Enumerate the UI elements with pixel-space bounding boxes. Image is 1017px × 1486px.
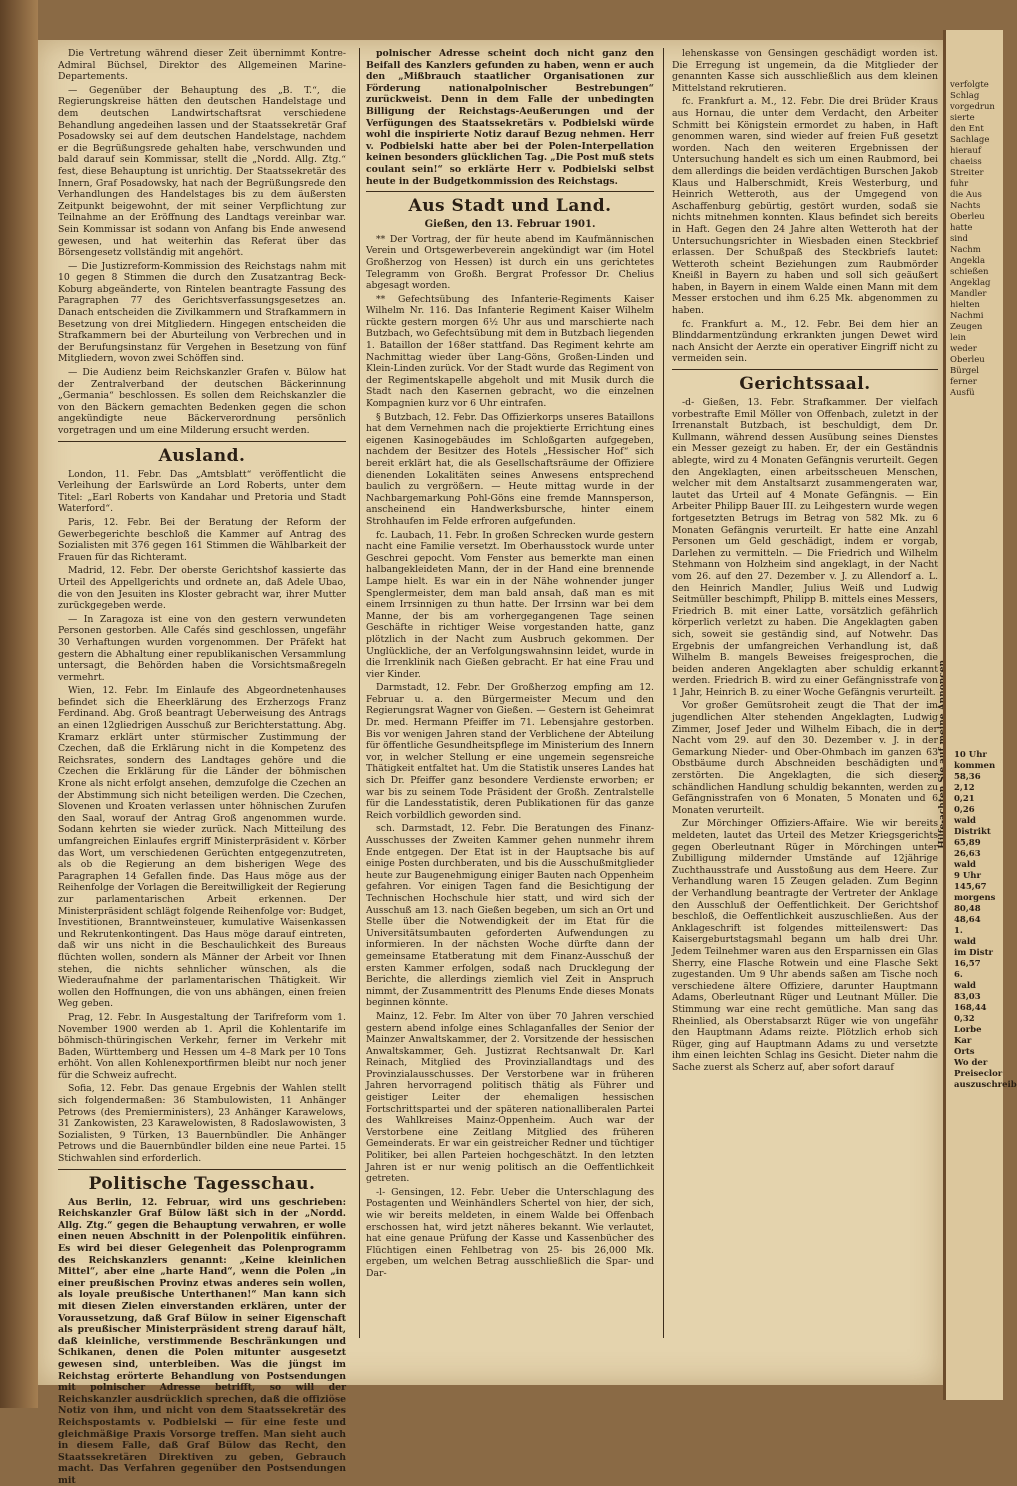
adjacent-page-line: Nachmi bbox=[950, 311, 984, 321]
adjacent-page-line: 9 Uhr bbox=[954, 871, 981, 881]
section-title-ausland: Ausland. bbox=[158, 445, 246, 466]
adjacent-page-line: 83,03 bbox=[954, 992, 981, 1002]
column-rule-2 bbox=[663, 48, 664, 1338]
article-paragraph: Prag, 12. Febr. In Ausgestaltung der Tarifreform vom 1. November 1900 werden ab 1. April die Kohlentarife im böhmisch-thüringischen Verkehr, ferner im Verkehr mit Baden, Württemberg und Hessen um 4–8 Mark per 10 Tons erhöht. Von allen Kohlenexportfirmen bleibt nur noch jener für die Schweiz aufrecht. bbox=[58, 1011, 346, 1081]
adjacent-page-line: Nachts bbox=[950, 201, 981, 211]
adjacent-page-line: Oberleu bbox=[950, 355, 985, 365]
adjacent-page-line: vorgedrun bbox=[950, 102, 995, 112]
adjacent-page-line: Kar bbox=[954, 1036, 972, 1046]
column-3-top-articles bbox=[672, 48, 938, 365]
article-paragraph: Vor großer Gemütsroheit zeugt die That der im jugendlichen Alter stehenden Angeklagten, Ludwig Zimmer, Josef Jeder und Wilhelm Eibach, die in der Nacht vom 29. auf den 30. Dezember v. J. in der Gemarkung Nieder- und Ober-Ohmbach im ganzen 63 Obstbäume durch Abschneiden beschädigten und zerstörten. Die Angeklagten, die sich dieser schändlichen Handlung schuldig bekannten, werden zu Gefängnisstrafen von 6 Monaten, 5 Monaten und 6 Monaten verurteilt. bbox=[672, 700, 938, 816]
article-paragraph: Die Vertretung während dieser Zeit übernimmt Kontre-Admiral Büchsel, Direktor des Allgemeinen Marine-Departements. bbox=[58, 48, 346, 83]
article-paragraph: Madrid, 12. Febr. Der oberste Gerichtshof kassierte das Urteil des Appellgerichts und ordnete an, daß Adele Ubao, die von den Jesuiten ins Kloster gebracht war, ihrer Mutter zurückgegeben werde. bbox=[58, 565, 346, 612]
section-title-aus-stadt-und-land: Aus Stadt und Land. bbox=[408, 196, 612, 217]
article-paragraph: Paris, 12. Febr. Bei der Beratung der Reform der Gewerbegerichte beschloß die Kammer auf Antrag des Sozialisten mit 376 gegen 161 Stimmen die Wählbarkeit der Frauen für das Richteramt. bbox=[58, 516, 346, 563]
adjacent-page-line: fuhr bbox=[950, 179, 969, 189]
adjacent-page-line: 0,26 bbox=[954, 805, 975, 815]
adjacent-page-line: wald bbox=[954, 937, 976, 947]
adjacent-page-line: sind bbox=[950, 234, 968, 244]
adjacent-page-line: wald bbox=[954, 816, 976, 826]
adjacent-page-line: sierte bbox=[950, 113, 975, 123]
article-paragraph: sch. Darmstadt, 12. Febr. Die Beratungen des Finanz-Ausschusses der Zweiten Kammer gehen nunmehr ihrem Ende entgegen. Der Etat ist in der Hauptsache bis auf einige Posten durchberaten, und bis die Ausschußmitglieder heute zur Baugenehmigung einiger Bauten nach Oppenheim gefahren. Vor einigen Tagen fand die Besichtigung der Technischen Hochschule hier statt, und wird sich der Ausschuß am 13. nach Gießen begeben, um sich an Ort und Stelle über die Notwendigkeit der im Etat für die Universitätsumbauten geforderten Aufwendungen zu informieren. In der nächsten Woche dürfte dann der gemeinsame Etatberatung mit dem Finanz-Ausschuß der ersten Kammer erfolgen, sodaß nach Drucklegung der Berichte, die allerdings ziemlich viel Zeit in Anspruch nimmt, der Zusammentritt des Plenums Ende dieses Monats beginnen könnte. bbox=[366, 823, 654, 1009]
article-paragraph: — Die Audienz beim Reichskanzler Grafen v. Bülow hat der Zentralverband der deutschen Bäckerinnung „Germania“ beschlossen. Es sollen dem Reichskanzler die von den Bäckern gemachten Bedenken gegen die schon angekündigte neue Bäckerverordnung persönlich vorgetragen und um eine Milderung ersucht werden. bbox=[58, 367, 346, 436]
adjacent-page-line: Orts bbox=[954, 1047, 975, 1057]
adjacent-page-line: 80,48 bbox=[954, 904, 981, 914]
article-paragraph: -l- Gensingen, 12. Febr. Ueber die Unterschlagung des Postagenten und Weinhändlers Schertel von hier, der sich, wie wir bereits meldeten, in einem Walde bei Offenbach erschossen hat, wird jetzt näheres bekannt. Wie verlautet, hat eine genaue Prüfung der Kasse und Kassenbücher des Flüchtigen einen Fehlbetrag von 25- bis 26,000 Mk. ergeben, um welchen Betrag ausschließlich die Spar- und Dar- bbox=[366, 1186, 654, 1279]
article-paragraph: — Gegenüber der Behauptung des „B. T.“, die Regierungskreise hätten den deutschen Handelstage und dem deutschen Landwirtschaftsrat verschiedene Behandlung angedeihen lassen und der Staatssekretär Graf Posadowsky sei auf dem deutschen Handelstage, nachdem er die Begrüßungsrede gehalten habe, verschwunden und bald darauf sein Kommissar, stellt die „Nordd. Allg. Ztg.“ fest, diese Behauptung ist unrichtig. Der Staatssekretär des Innern, Graf Posadowsky, hat nach der Begrüßungsrede den Verhandlungen des Handelstages bis zu dem äußersten Zeitpunkt beigewohnt, der mit seiner Verpflichtung zur Teilnahme an der Eröffnung des Landtags vereinbar war. Sein Kommissar ist sodann von Anfang bis Ende anwesend gewesen, und hat weiterhin das Referat über das Börsengesetz vollständig mit angehört. bbox=[58, 84, 346, 259]
adjacent-page-line: hatte bbox=[950, 223, 973, 233]
politische-tagesschau-articles bbox=[58, 1197, 346, 1486]
adjacent-page-line: die Aus bbox=[950, 190, 982, 200]
adjacent-page-line: lein bbox=[950, 333, 966, 343]
adjacent-page-line: wald bbox=[954, 981, 976, 991]
article-polnische-adresse: polnischer Adresse scheint doch nicht ganz den Beifall des Kanzlers gefunden zu haben, wenn er auch den „Mißbrauch staatlicher Organisationen zur Förderung nationalpolnischer Bestrebungen“ zurückweist. Denn in dem Falle der unbedingten Billigung der Reichstags-Aeußerungen und der Verfügungen des Staatssekretärs v. Podbielski würde wohl die inspirierte Notiz darauf Bezug nehmen. Herr v. Podbielski hatte aber bei der Polen-Interpellation keinen besonders glücklichen Tag. „Die Post muß stets coulant sein!“ so erklärte Herr v. Podbielski selbst heute in der Budgetkommission des Reichstags. bbox=[366, 48, 654, 187]
article-paragraph: — In Zaragoza ist eine von den gestern verwundeten Personen gestorben. Alle Cafés sind geschlossen, ungefähr 30 Verhaftungen wurden vorgenommen. Der Präfekt hat gestern die Abhaltung einer republikanischen Versammlung untersagt, die Behörden haben die Vorsichtsmaßregeln vermehrt. bbox=[58, 613, 346, 683]
article-paragraph: fc. Laubach, 11. Febr. In großen Schrecken wurde gestern nacht eine Familie versetzt. Im Oberhausstock wurde unter Geschrei gepocht. Vom Fenster aus bemerkte man einen halbangekleideten Mann, der in der Hand eine brennende Lampe hielt. Es war ein in der Nähe wohnender junger Spenglermeister, dem man bald ansah, daß man es mit einem Irrsinnigen zu thun hatte. Der Irrsinn war bei dem Manne, der bis am vorhergegangenen Tage seinen Geschäfte in richtiger Weise vorgestanden hatte, ganz plötzlich in der Nacht zum Ausbruch gekommen. Der Unglückliche, der an Verfolgungswahnsinn leidet, wurde in die Irrenklinik nach Gießen gebracht. Er hat eine Frau und vier Kinder. bbox=[366, 529, 654, 680]
article-paragraph: Zur Mörchinger Offiziers-Affaire. Wie wir bereits meldeten, lautet das Urteil des Metzer Kriegsgerichts gegen Oberleutnant Rüger in Mörchingen unter Zubilligung mildernder Umstände auf 12jährige Zuchthausstrafe und Ausstoßung aus dem Heere. Zur Verhandlung waren 15 Zeugen geladen. Zum Beginn der Verhandlung beantragte der Vertreter der Anklage den Ausschluß der Oeffentlichkeit. Der Gerichtshof beschloß, die Oeffentlichkeit auszuschließen. Aus der Anklageschrift ist folgendes mitteilenswert: Das Kaisergeburtstagsmahl begann um halb drei Uhr. Jedem Teilnehmer waren aus den Ersparnissen ein Glas Sherry, eine Flasche Rotwein und eine Flasche Sekt zugestanden. Um 9 Uhr abends saßen am Tische noch verschiedene ältere Offiziere, darunter Hauptmann Adams, Oberleutnant Rüger und Leutnant Müller. Die Stimmung war eine recht gemütliche. Man sang das Rheinlied, als Oberstabsarzt Rüger wie von ungefähr den Hauptmann Adams reizte. Plötzlich erhob sich Rüger, ging auf Hauptmann Adams zu und versetzte ihm einen leichten Schlag ins Gesicht. Dieter nahm die Sache zuerst als Scherz auf, aber sofort darauf bbox=[672, 818, 938, 1073]
adjacent-page-line: hierauf bbox=[950, 146, 981, 156]
adjacent-page-line: Streiter bbox=[950, 168, 984, 178]
adjacent-page-line: Schlag bbox=[950, 91, 980, 101]
book-gutter bbox=[0, 0, 38, 1408]
adjacent-page-line: hielten bbox=[950, 300, 980, 310]
adjacent-page-line: 16,57 bbox=[954, 959, 981, 969]
adjacent-page-line: morgens bbox=[954, 893, 996, 903]
dateline: Gießen, den 13. Februar 1901. bbox=[424, 219, 596, 231]
article-paragraph: London, 11. Febr. Das „Amtsblatt“ veröffentlicht die Verleihung der Earlswürde an Lord Roberts, unter dem Titel: „Earl Roberts von Kandahar und Pretoria und Stadt Waterford“. bbox=[58, 468, 346, 515]
ausland-articles bbox=[58, 469, 346, 1165]
adjacent-page-line: verfolgte bbox=[950, 80, 989, 90]
divider bbox=[58, 1169, 346, 1170]
adjacent-page-line: Nachm bbox=[950, 245, 981, 255]
article-paragraph: Mainz, 12. Febr. Im Alter von über 70 Jahren verschied gestern abend infolge eines Schlaganfalles der Senior der Mainzer Anwaltskammer, der 2. Vorsitzende der hessischen Anwaltskammer, Geh. Justizrat Rechtsanwalt Dr. Karl Reinach, Mitglied des Provinziallandtags und des Provinzialausschusses. Der Verstorbene war in früheren Jahren hervorragend politisch thätig als Führer und geistiger Leiter der ehemaligen hessischen Fortschrittspartei und der späteren nationalliberalen Partei des Wahlkreises Mainz-Oppenheim. Auch war der Verstorbene eine Zeitlang Mitglied des früheren Gemeinderats. Er war ein geistreicher Redner und tüchtiger Politiker, bei allen Parteien hochgeschätzt. In den letzten Jahren ist er nur wenig politisch an die Oeffentlichkeit getreten. bbox=[366, 1010, 654, 1185]
adjacent-page-line: 26,63 bbox=[954, 849, 981, 859]
article-paragraph: lehenskasse von Gensingen geschädigt worden ist. Die Erregung ist ungemein, da die Mitglieder der genannten Kasse sich ausschließlich aus dem kleinen Mittelstand rekrutieren. bbox=[672, 48, 938, 94]
adjacent-page-line: Sachlage bbox=[950, 135, 990, 145]
divider bbox=[58, 441, 346, 442]
article-paragraph: Aus Berlin, 12. Februar, wird uns geschrieben: Reichskanzler Graf Bülow läßt sich in der „Nordd. Allg. Ztg.“ gegen die Behauptung verwahren, er wolle einen neuen Abschnitt in der Polenpolitik einführen. Es wird bei dieser Gelegenheit das Polenprogramm des Reichskanzlers genannt: „Keine kleinlichen Mittel“, aber eine „harte Hand“, wenn die Polen „in einer preußischen Provinz etwas anderes sein wollen, als loyale preußische Unterthanen!“ Man kann sich mit diesen Zielen einverstanden erklären, unter der Voraussetzung, daß Graf Bülow in seiner Eigenschaft als preußischer Ministerpräsident streng darauf hält, daß kleinliche, verstimmende Beschränkungen und Schikanen, denen die Polen mitunter ausgesetzt gewesen sind, unterbleiben. Was die jüngst im Reichstag erörterte Behandlung von Postsendungen mit polnischer Adresse betrifft, so will der Reichskanzler ausdrücklich sprechen, daß die offiziöse Notiz von ihm, und nicht von dem Staatssekretär des Reichspostamts v. Podbielski — für eine feste und gleichmäßige Praxis Vorsorge treffen. Man sieht auch in diesem Falle, daß Graf Bülow das Recht, den Staatssekretären Direktiven zu geben, Gebrauch macht. Das Verfahren gegenüber den Postsendungen mit bbox=[58, 1196, 346, 1486]
column-rule-1 bbox=[359, 48, 360, 1338]
article-paragraph: -d- Gießen, 13. Febr. Strafkammer. Der vielfach vorbestrafte Emil Möller von Offenbach, zuletzt in der Irrenanstalt Butzbach, ist beschuldigt, dem Dr. Kullmann, während dessen Ausübung seines Dienstes ein Messer gezeigt zu haben. Er, der ein Geständnis ablegte, wird zu 4 Monaten Gefängnis verurteilt. Gegen den Angeklagten, einen arbeitsscheuen Menschen, welcher mit dem Anstaltsarzt zusammengeraten war, lautet das Urteil auf 4 Monate Gefängnis. — Ein Arbeiter Philipp Bauer III. zu Leihgestern wurde wegen fortgesetzten Betrugs im Betrag von 582 Mk. zu 6 Monaten Gefängnis verurteilt. Er hatte eine Anzahl Personen um Geld geschädigt, indem er vorgab, Darlehen zu vermitteln. — Die Friedrich und Wilhelm Stehmann von Holzheim sind angeklagt, in der Nacht vom 26. auf den 27. Dezember v. J. zu Allendorf a. L. den Heinrich Mandler, Julius Weiß und Ludwig Seitmüller beschimpft, Philipp B. mittels eines Messers, Friedrich B. mit einer Latte, vorsätzlich gefährlich körperlich verletzt zu haben. Die Angeklagten gaben sich, soweit sie geständig sind, auf Notwehr. Das Ergebnis der umfangreichen Verhandlung ist, daß Wilhelm B. mangels Beweises freigesprochen, die beiden anderen Angeklagten aber schuldig erkannt werden. Friedrich B. wird zu einer Gefängnisstrafe von 1 Jahr, Heinrich B. zu einer Woche Gefängnis verurteilt. bbox=[672, 397, 938, 698]
adjacent-page-line: Mandler bbox=[950, 289, 987, 299]
column-3 bbox=[672, 48, 938, 1338]
article-paragraph: Darmstadt, 12. Febr. Der Großherzog empfing am 12. Februar u. a. den Bürgermeister Mecum und den Regierungsrat Wagner von Gießen. — Gestern ist Geheimrat Dr. med. Hermann Pfeiffer im 71. Lebensjahre gestorben. Bis vor wenigen Jahren stand der Verblichene der Abteilung für öffentliche Gesundheitspflege im Ministerium des Innern vor, in welcher Stellung er eine ungemein segensreiche Thätigkeit entfaltet hat. Um die Statistik unseres Landes hat sich Dr. Pfeiffer ganz besondere Verdienste erworben; er war bis zu seinem Tode Präsident der Großh. Zentralstelle für die Landesstatistik, deren Publikationen für das ganze Reich vorbildlich geworden sind. bbox=[366, 682, 654, 821]
article-paragraph: Sofia, 12. Febr. Das genaue Ergebnis der Wahlen stellt sich folgendermaßen: 36 Stambulowisten, 11 Anhänger Petrows (des Premierministers), 23 Anhänger Karawelows, 31 Zankowisten, 23 Karawelowisten, 8 Radoslawowisten, 3 Sozialisten, 9 Türken, 13 Bauernbündler. Die Anhänger Petrows und die Bauernbündler bilden eine neue Partei. 15 Stichwahlen sind erforderlich. bbox=[58, 1083, 346, 1165]
adjacent-page-line: chaeiss bbox=[950, 157, 982, 167]
adjacent-page-line: Bürgel bbox=[950, 366, 979, 376]
column-1 bbox=[58, 48, 346, 1486]
adjacent-page-line: 2,12 bbox=[954, 783, 975, 793]
adjacent-page-line: Preiseclor bbox=[954, 1069, 1003, 1079]
divider bbox=[672, 369, 938, 370]
adjacent-page-line: Lorbe bbox=[954, 1025, 982, 1035]
column-1-top-articles bbox=[58, 48, 346, 437]
adjacent-page-line: im Distr bbox=[954, 948, 993, 958]
section-title-gerichtssaal: Gerichtssaal. bbox=[739, 374, 871, 395]
adjacent-page-line: 145,67 bbox=[954, 882, 987, 892]
adjacent-page-market-listing bbox=[954, 750, 1017, 1091]
adjacent-page-line: Distrikt bbox=[954, 827, 991, 837]
adjacent-page-line: 58,36 bbox=[954, 772, 981, 782]
adjacent-page-line: Zeugen bbox=[950, 322, 983, 332]
adjacent-page-line: 1. bbox=[954, 926, 963, 936]
column-2 bbox=[366, 48, 654, 1338]
article-paragraph: fc. Frankfurt a. M., 12. Febr. Die drei Brüder Kraus aus Hornau, die unter dem Verdacht, den Arbeiter Schmitt bei Königstein ermordet zu haben, in Haft genommen waren, sind wieder auf freien Fuß gesetzt worden. Nach den weiteren Ergebnissen der Untersuchung handelt es sich um einen Raubmord, bei dem allerdings die beiden verdächtigen Burschen Jakob Klaus und Halberschmidt, Kreis Westerburg, und Heinrich Wetteroth, aus der Umgegend von Aschaffenburg gebürtig, gestört wurden, sodaß sie nichts mitnehmen konnten. Klaus befindet sich bereits in Haft. Gegen den 24 Jahre alten Wetteroth hat der Untersuchungsrichter in Wiesbaden einen Steckbrief erlassen. Der Schußpaß des Steckbriefs lautet: Wetteroth scheint Beziehungen zum Raubmörder Kneißl in Bayern zu haben und soll sich geäußert haben, in Bayern in einem Walde einen Mann mit dem Messer erstochen und ihm 6.25 Mk. abgenommen zu haben. bbox=[672, 96, 938, 317]
adjacent-page-line: 0,32 bbox=[954, 1014, 975, 1024]
adjacent-page-line: 6. bbox=[954, 970, 963, 980]
adjacent-page-line: weder bbox=[950, 344, 977, 354]
article-paragraph: § Butzbach, 12. Febr. Das Offizierkorps unseres Bataillons hat dem Vernehmen nach die projektierte Errichtung eines eigenen Kasinogebäudes im Schloßgarten aufgegeben, nachdem der Besitzer des Hotels „Hessischer Hof“ sich bereit erklärt hat, die als Gesellschaftsräume der Offiziere dienenden Lokalitäten seines Anwesens entsprechend baulich zu vergrößern. — Heute mittag wurde in der Nachbargemarkung Pohl-Göns eine fremde Mannsperson, anscheinend ein Handwerksbursche, hinter einem Strohhaufen im Felde erfroren aufgefunden. bbox=[366, 411, 654, 527]
adjacent-page-line: 10 Uhr bbox=[954, 750, 987, 760]
adjacent-page-line: schießen bbox=[950, 267, 989, 277]
adjacent-page-line: auszuschreib bbox=[954, 1080, 1017, 1090]
divider bbox=[366, 191, 654, 192]
adjacent-page-line: Angekla bbox=[950, 256, 986, 266]
adjacent-page-line: 168,44 bbox=[954, 1003, 987, 1013]
article-paragraph: ** Der Vortrag, der für heute abend im Kaufmännischen Verein und Ortsgewerbeverein angekündigt war (im Hotel Großherzog von Hessen) ist durch ein uns gerichtetes Telegramm von Großh. Bergrat Professor Dr. Chelius abgesagt worden. bbox=[366, 233, 654, 292]
article-paragraph: fc. Frankfurt a. M., 12. Febr. Bei dem hier an Blinddarmentzündung erkrankten jungen Dewet wird nach Ansicht der Aerzte ein operativer Eingriff nicht zu vermeiden sein. bbox=[672, 318, 938, 365]
adjacent-page-line: wald bbox=[954, 860, 976, 870]
stadt-und-land-articles bbox=[366, 234, 654, 1280]
adjacent-page-line: Wo der bbox=[954, 1058, 988, 1068]
section-title-politische-tagesschau: Politische Tagesschau. bbox=[88, 1173, 316, 1194]
adjacent-page-line: 0,21 bbox=[954, 794, 975, 804]
adjacent-page-line: den Ent bbox=[950, 124, 984, 134]
article-paragraph: Wien, 12. Febr. Im Einlaufe des Abgeordnetenhauses befindet sich die Eheerklärung des Erzherzogs Franz Ferdinand. Abg. Groß beantragt Ueberweisung des Antrags an einen 12gliedrigen Ausschuß zur Berichterstattung. Abg. Kramarz erklärt unter stürmischer Zustimmung der Czechen, daß die Erklärung nicht in die Kompetenz des Reichsrates, sondern des Landtages gehöre und die Czechen die Erklärung für die Länder der böhmischen Krone als nicht erfolgt ansehen, demzufolge die Czechen an der Abstimmung sich nicht beteiligen werden. Die Czechen, Slovenen und Kroaten verlassen unter höhnischen Zurufen den Saal, worauf der Antrag Groß angenommen wurde. Sodann kehrten sie wieder zurück. Nach Mitteilung des umfangreichen Einlaufes ergriff Ministerpräsident v. Körber das Wort, um verschiedenen Gerüchten entgegenzutreten, als ob die Regierung an dem bisherigen Wege des Paragraphen 14 Gefallen finde. Das Haus möge aus der Reihenfolge der Vorlagen die Bereitwilligkeit der Regierung zur parlamentarischen Arbeit erkennen. Der Ministerpräsident schlägt folgende Reihenfolge vor: Budget, Investitionen, Branntweinsteuer, kumulative Waisenkassen und Rekrutenkontingent. Das Haus möge darauf eintreten, daß wir uns nicht in die Beschaulichkeit des Bureaus flüchten wollen, sondern als Männer der Arbeit vor Ihnen stehen, die nichts sehnlicher wünschen, als die Wiederaufnahme der parlamentarischen Thätigkeit. Wir wollen den Hoffnungen, die von uns abhängen, einen freien Weg geben. bbox=[58, 685, 346, 1010]
adjacent-page-text bbox=[950, 80, 995, 399]
adjacent-page-line: 48,64 bbox=[954, 915, 981, 925]
adjacent-page-edge bbox=[943, 30, 1017, 1400]
adjacent-page-line: kommen bbox=[954, 761, 996, 771]
adjacent-page-line: 65,89 bbox=[954, 838, 981, 848]
article-paragraph: — Die Justizreform-Kommission des Reichstags nahm mit 10 gegen 8 Stimmen die durch den Zusatzantrag Beck-Koburg abgeänderte, von Rintelen beantragte Fassung des Paragraphen 77 des Gerichtsverfassungsgesetzes an. Danach entscheiden die Zivilkammern und Strafkammern in Besetzung von drei Mitgliedern. Hingegen entscheiden die Strafkammern bei der Aburteilung von Verbrechen und in der Berufungsinstanz für Vergehen in Besetzung von fünf Mitgliedern, wovon zwei Schöffen sind. bbox=[58, 260, 346, 365]
adjacent-page-line: ferner bbox=[950, 377, 977, 387]
article-paragraph: ** Gefechtsübung des Infanterie-Regiments Kaiser Wilhelm Nr. 116. Das Infanterie Regiment Kaiser Wilhelm rückte gestern morgen 6½ Uhr aus und marschierte nach Butzbach, wo Gefechtsübung mit dem in Butzbach liegenden 1. Bataillon der 168er stattfand. Das Regiment kehrte am Nachmittag wieder über Lang-Göns, Großen-Linden und Klein-Linden zurück. Vor der Stadt wurde das Regiment von der Regimentskapelle abgeholt und mit Musik durch die Stadt nach den Kasernen gebracht, wo die einzelnen Kompagnien kurz vor 6 Uhr eintrafen. bbox=[366, 293, 655, 410]
adjacent-page-line: Angeklag bbox=[950, 278, 991, 288]
gerichtssaal-articles bbox=[672, 397, 938, 1073]
adjacent-page-line: Oberleu bbox=[950, 212, 985, 222]
adjacent-page-line: Ausfü bbox=[950, 388, 975, 398]
